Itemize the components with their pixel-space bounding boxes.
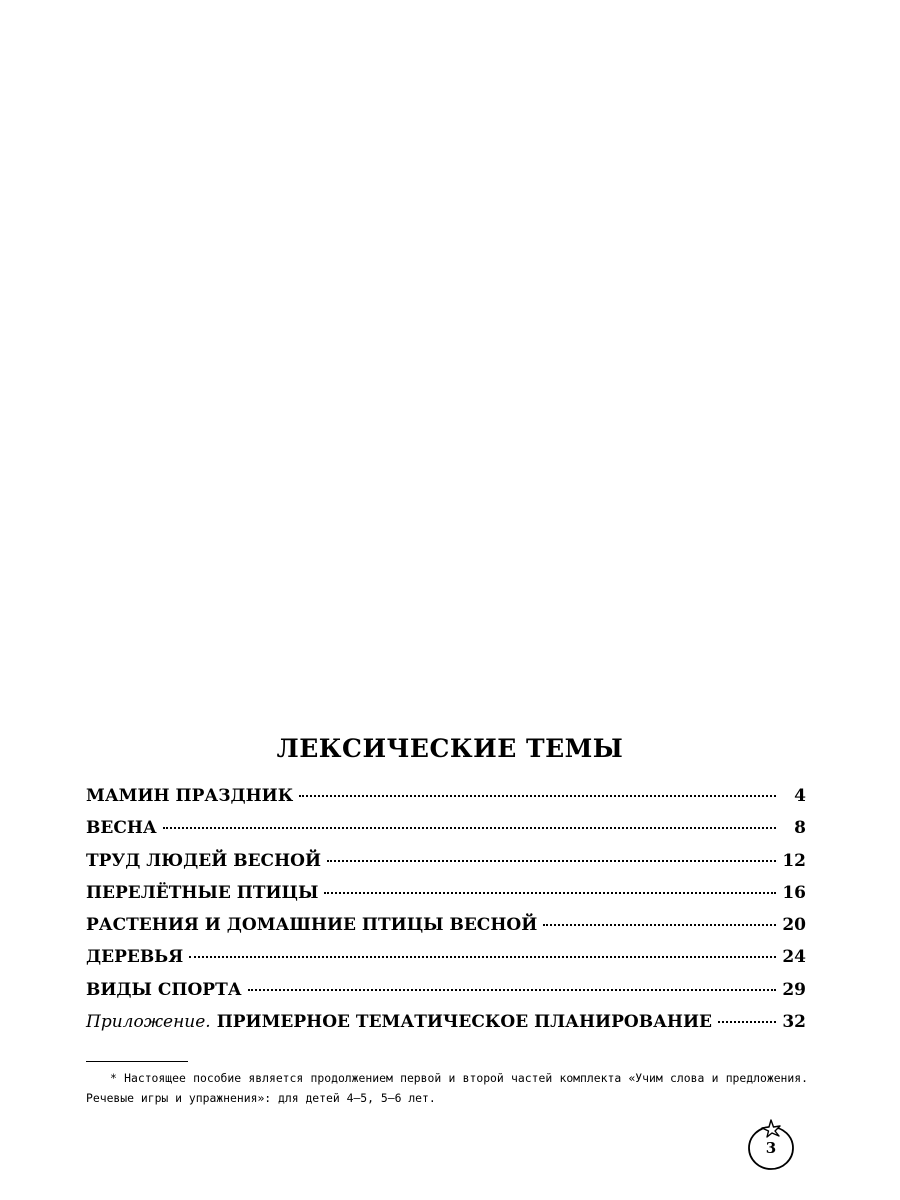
toc-item-page: 4: [794, 786, 806, 806]
toc-item-page: 24: [782, 947, 806, 968]
toc-leader-dots: [299, 795, 776, 797]
toc-item-label: ТРУД ЛЮДЕЙ ВЕСНОЙ: [86, 850, 322, 871]
toc-leader-dots: [543, 924, 776, 926]
toc-item-label: ВЕСНА: [86, 818, 157, 839]
toc-item-label: ВИДЫ СПОРТА: [86, 979, 242, 1000]
toc-item[interactable]: [86, 851, 806, 883]
toc-item[interactable]: [86, 947, 806, 979]
toc-item[interactable]: [86, 883, 806, 915]
toc-item[interactable]: [86, 980, 806, 1012]
toc-leader-dots: [163, 827, 776, 829]
toc-item-page: 16: [782, 882, 806, 903]
toc-leader-dots: [324, 892, 776, 894]
toc-leader-dots: [248, 989, 776, 991]
toc-leader-dots: [718, 1021, 776, 1023]
toc-item-label: МАМИН ПРАЗДНИК: [86, 786, 294, 806]
toc-item[interactable]: [86, 818, 806, 850]
toc-list: [86, 786, 806, 1044]
toc-item-label: ДЕРЕВЬЯ: [86, 947, 184, 968]
toc-item-title: ПРИМЕРНОЕ ТЕМАТИЧЕСКОЕ ПЛАНИРОВАНИЕ: [216, 1012, 713, 1033]
toc-item-appendix[interactable]: [86, 1012, 806, 1044]
toc-item-page: 20: [782, 915, 806, 936]
page-number: 3: [765, 1139, 777, 1157]
toc-item-page: 8: [794, 818, 806, 839]
toc-title: ЛЕКСИЧЕСКИЕ ТЕМЫ: [276, 734, 624, 763]
footnote: * Настоящее пособие является продолжением первой и второй частей комплекта «Учим слова и предложения. Речевые игры и упражнения»: для детей 4–5, 5–6 лет.: [86, 1071, 808, 1105]
page-number-badge: [740, 1112, 802, 1174]
toc-item-page: 32: [782, 1012, 806, 1033]
toc-item[interactable]: [86, 786, 806, 818]
toc-item[interactable]: [86, 915, 806, 947]
toc-item-label: [86, 1012, 712, 1032]
toc-item-prefix: Приложение.: [86, 1012, 211, 1033]
toc-item-page: 12: [782, 850, 806, 871]
toc-item-label: РАСТЕНИЯ И ДОМАШНИЕ ПТИЦЫ ВЕСНОЙ: [86, 915, 538, 936]
toc-item-page: 29: [782, 979, 806, 1000]
toc-leader-dots: [189, 956, 776, 958]
toc-leader-dots: [327, 860, 776, 862]
toc-item-label: ПЕРЕЛЁТНЫЕ ПТИЦЫ: [86, 882, 319, 903]
footnote-divider: [86, 1061, 188, 1062]
